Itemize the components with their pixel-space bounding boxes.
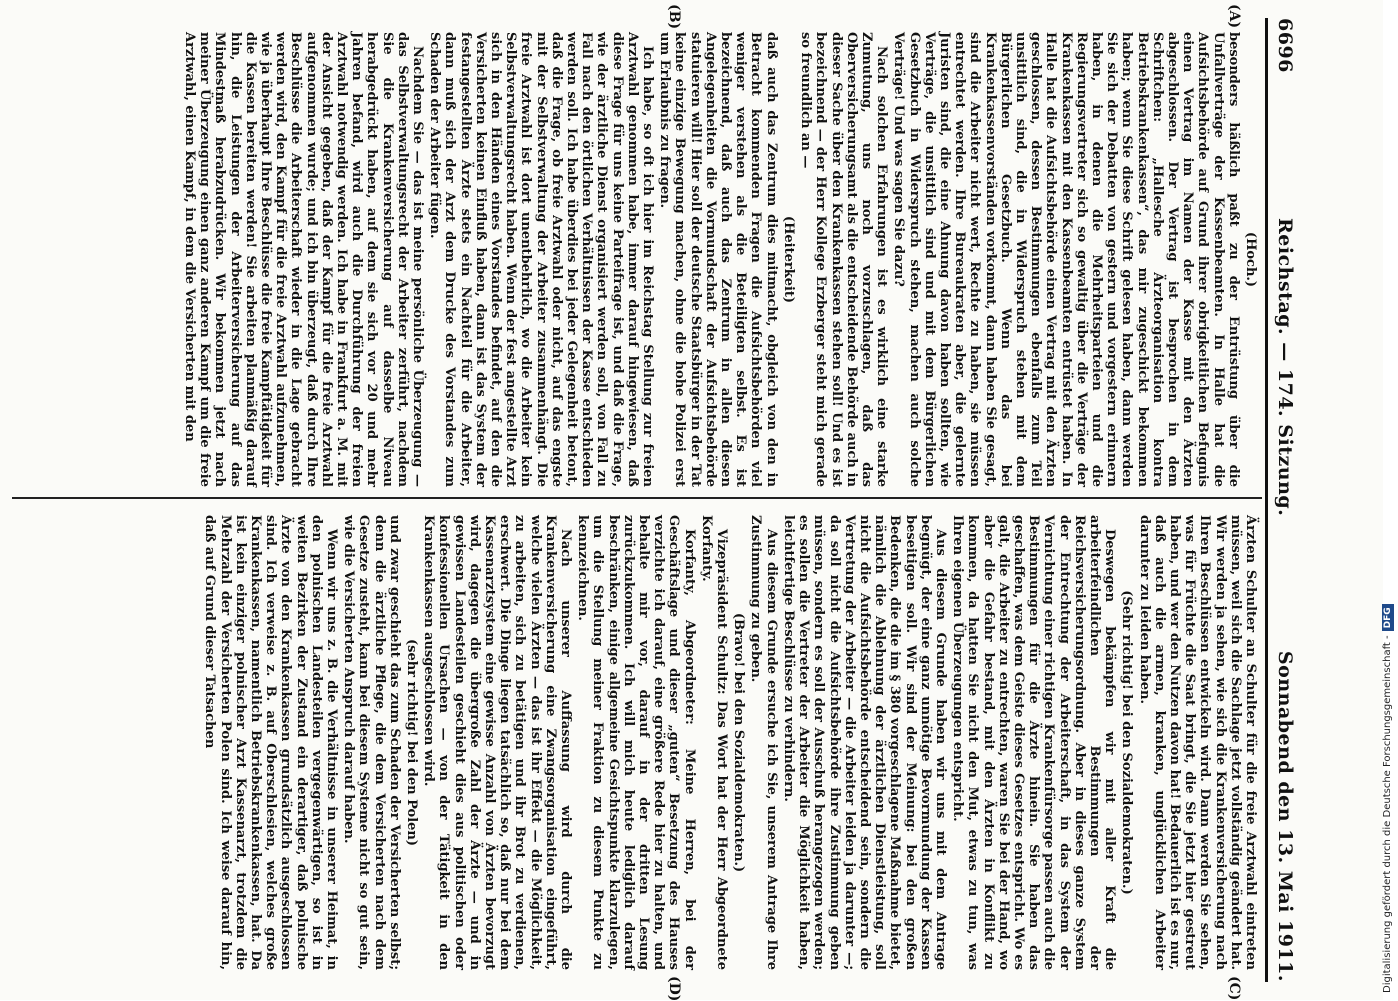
paragraph: Ärzten Schulter an Schulter für die freie Arztwahl eintreten müssen, weil sich die Sachlage jetzt vollständig geändert hat. Wir werden ja sehen, wie sich die Krankenversicherung nach Ihren Beschlüssen entwickeln wird. Dann werden Sie sehen, was für Früchte die Saat bringt, die Sie jetzt hier gestreut haben, und wer den Nutzen davon hat! Bedauerlich ist es nur, daß auch die armen, kranken, unglücklichen Arbeiter darunter zu leiden haben. — [1136, 515, 1258, 970]
margin-mark-d: (D) — [666, 976, 682, 1001]
column-divider — [12, 497, 1262, 499]
digitization-credit — [1358, 8, 1393, 993]
paragraph: Aus diesem Grunde haben wir uns mit dem Antrage begnügt, der eine ganz unnötige Bevormundung der Kassen beseitigen soll. Wir sind der Meinung: bei den großen Bedenken, die die im § 380 vorgeschlagene Maßnahme bietet, nämlich die Ablehnung der ärztlichen Dienstleistung, soll nicht die Aufsichtsbehörde entscheidend sein, sondern die Vertretung der Arbeiter — die Arbeiter leiden ja darunter —; da soll nicht die Aufsichtsbehörde ihre Zustimmung geben müssen, sondern es soll der Ausschuß herangezogen werden; es sollen die Vertreter der Arbeiter die Möglichkeit haben, leichtfertige Beschlüsse zu verhindern. — [780, 515, 948, 970]
paragraph: Korfanty, Abgeordneter: Meine Herren, bei der Geschäftslage und dieser „guten“ Besetzung des Hauses verzichte ich darauf, eine größere Rede hier zu halten, und behalte mir vor, darauf in der dritten Lesung zurückzukommen. Ich will mich heute lediglich darauf beschränken, einige allgemeine Gesichtspunkte klarzulegen, um die Stellung meiner Fraktion zu diesem Punkte zu kennzeichnen. — [575, 515, 697, 970]
paragraph: Aus diesem Grunde ersuche ich Sie, unserem Antrage Ihre Zustimmung zu geben. — [748, 515, 779, 970]
paragraph: Nachdem Sie — das ist meine persönliche Überzeugung — das Selbstverwaltungsrecht der Arbeiter zerführt, nachdem Sie die Krankenversicherung auf dasselbe Niveau herabgedrückt haben, auf dem sie sich vor 20 und mehr Jahren befand, wird auch die Durchführung der freien Arztwahl notwendig werden. Ich habe in Frankfurt a. M. mit der Ansicht gegeben, daß der Kampf für die freie Arztwahl aufgenommen wurde; und ich bin überzeugt, daß durch Ihre Beschlüsse die Arbeiterschaft wieder in die Lage gebracht werden wird, den Kampf für die freie Arztwahl aufzunehmen, wie ja überhaupt Ihre Beschlüsse die freie Kampftätigkeit für die Kassen bereiten werden! Sie arbeiten planmäßig darauf hin, die Leistungen der Arbeiterversicherung auf das Mindestmaß herabzudrücken. Wir bekommen jetzt nach meiner Überzeugung einen ganz anderen Kampf um die freie Arztwahl, einen Kampf, in dem die Versicherten mit den — [181, 32, 426, 487]
page-number: 6696 — [1274, 18, 1296, 73]
dfg-logo: DFG — [1382, 604, 1394, 631]
paragraph: Nach solchen Erfahrungen ist es wirklich eine starke Zumutung, uns noch vorzuschlagen, daß das Oberversicherungsamt als die entscheidende Behörde auch in dieser Sache über den Krankenkassen stehen soll! Und es ist bezeichnend — der Herr Kollege Erzberger steht mich gerade so freundlich an — — [798, 32, 890, 487]
interjection: (Bravo! bei den Sozialdemokraten.) — [731, 612, 747, 873]
right-text-column — [200, 515, 1258, 970]
session-date: Sonnabend den 13. Mai 1911. — [1274, 650, 1296, 982]
interjection: (Sehr richtig! bei den Sozialdemokraten.) — [1119, 590, 1135, 895]
interjection: (sehr richtig! bei den Polen) — [404, 638, 420, 847]
page-header — [1268, 18, 1298, 982]
left-text-column — [180, 32, 1258, 487]
margin-mark-a: (A) — [1226, 4, 1242, 29]
interjection: (Heiterkeit) — [780, 215, 796, 304]
paragraph: Ich habe, so oft ich hier im Reichstag Stellung zur freien Arztwahl genommen habe, immer darauf hingewiesen, daß diese Frage für uns keine Parteifrage ist, und daß die Frage, wie der ärztliche Dienst organisiert werden soll, von Fall zu Fall nach den örtlichen Verhältnissen der Kasse entschieden werden soll. Ich habe überdies bei jeder Gelegenheit betont, daß die Frage, ob freie Arztwahl oder nicht, auf das engste mit der Selbstverwaltung der Arbeiter zusammenhängt. Die freie Arztwahl ist dort unentbehrlich, wo die Arbeiter kein Selbstverwaltungsrecht haben. Wenn der fest angestellte Arzt sich in den Händen eines Vorstandes befindet, auf den die Versicherten keinen Einfluß haben, dann ist das System der festangestellten Ärzte stets ein Nachteil für die Arbeiter, dann muß sich der Arzt dem Drucke des Vorstandes zum Schaden der Arbeiter fügen. — [427, 32, 656, 487]
digitization-note: Digitalisierung gefördert durch die Deutsche Forschungsgemeinschaft - — [1382, 635, 1393, 993]
paragraph: Vizepräsident Schultz: Das Wort hat der Herr Abgeordnete Korfanty. — [698, 515, 730, 970]
header-rule — [1265, 18, 1268, 982]
paragraph: Nach unserer Auffassung wird durch die Krankenversicherung eine Zwangsorganisation eingeführt, welche vielen Ärzten — das ist ihr Effekt — die Möglichkeit, zu arbeiten, sich zu betätigen und ihr Brot zu verdienen, erschwert. Die Dinge liegen tatsächlich so, daß nur bei dem Kassenarztsystem eine gewisse Anzahl von Ärzten bevorzugt wird, dagegen die übergroße Zahl der Ärzte — und in gewissen Landesteilen geschieht dies aus politischen oder konfessionellen Ursachen — von der Tätigkeit in den Krankenkassen ausgeschlossen wird. — [421, 515, 574, 970]
digitization-credit-text — [1378, 8, 1398, 993]
paragraph: besonders häßlich paßt zu der Entrüstung über die Unfallverträge der Kassenbeamten. In Halle hat die Aufsichtsbehörde auf Grund ihrer obrigkeitlichen Befugnis einen Vertrag im Namen der Kasse mit den Ärzten abgeschlossen. Der Vertrag ist besprochen in dem Schriftchen: „Hallesche Ärzteorganisation kontra Betriebskrankenkassen“, das mir zugeschickt bekommen haben; wenn Sie diese Schrift gelesen haben, dann werden Sie sich der Debatten von gestern und vorgestern erinnern haben, in denen die Mehrheitsparteien und die Regierungsvertreter sich so gewaltig über die Verträge der Krankenkassen mit den Kassenbeamten entrüstet haben. In Halle hat die Aufsichtsbehörde einen Vertrag mit den Ärzten geschlossen, dessen Bestimmungen ebenfalls zum Teil unsittlich sind, die in Widerspruch stehen mit dem Bürgerlichen Gesetzbuch. Wenn das bei Krankenkassenvorständen vorkommt, dann haben Sie gesagt, sind die Arbeiter nicht wert, Rechte zu haben, sie müssen entrechtet werden. Ihre Bureaukraten aber, die gelernte Juristen sind, die eine Ahnung davon haben sollten, wie Verträge, die unsittlich sind und mit dem Bürgerlichen Gesetzbuch in Widerspruch stehen, machen auch solche Verträge! Und was sagen Sie dazu? — [891, 32, 1241, 487]
paragraph: und zwar geschieht das zum Schaden der Versicherten selbst; denn die ärztliche Pflege, die dem Versicherten nach dem Gesetze zusteht, kann bei diesem Systeme nicht so gut sein, wie die Versicherten Anspruch darauf haben. — [341, 515, 402, 970]
margin-mark-c: (C) — [1226, 976, 1242, 1001]
paragraph: Deswegen bekämpfen wir mit aller Kraft die arbeiterfeindlichen Bestimmungen der Reichsversicherungsordnung. Aber in dieses ganze System der Entrechtung der Arbeiterschaft, in das System der Vernichtung einer richtigen Krankenfürsorge passen auch die Bestimmungen für die Ärzte hinein. Sie haben das geschaffen, was dem Geiste dieses Gesetzes entspricht. Wo es galt, die Arbeiter zu entrechten, waren Sie bei der Hand, wo aber die Gefahr bestand, mit den Ärzten in Konflikt zu kommen, da hatten Sie nicht den Mut, etwas zu tun, was Ihren eigenen Überzeugungen entspricht. — [950, 515, 1118, 970]
margin-mark-b: (B) — [666, 4, 682, 30]
speaker-tag: (Hoch.) — [1243, 231, 1258, 288]
paragraph: Wenn wir uns z. B. die Verhältnisse in unserer Heimat, in den polnischen Landesteilen vergegenwärtigen, so ist in weiten Bezirken der Zustand ein derartiger, daß polnische Ärzte von den Krankenkassen grundsätzlich ausgeschlossen sind. Ich verweise z. B. auf Oberschlesien, welches große Krankenkassen, namentlich Betriebskrankenkassen, hat. Da ist kein einziger polnischer Arzt Kassenarzt, trotzdem die Mehrzahl der Versicherten Polen sind. Ich weise darauf hin, daß auf Grund dieser Tatsachen — [202, 515, 340, 970]
paragraph: daß auch das Zentrum dies mitmacht, obgleich von den in Betracht kommenden Fragen die Aufsichtsbehörden viel weniger verstehen als die Beteiligten selbst. Es ist bezeichnend, daß auch das Zentrum in allen diesen Angelegenheiten die Vormundschaft der Aufsichtsbehörde statuieren will! Hier soll der deutsche Staatsbürger in der Tat keine einzige Bewegung machen, ohne die hohe Polizei erst um Erlaubnis zu fragen. — [657, 32, 779, 487]
running-title: Reichstag. — 174. Sitzung. — [1274, 218, 1296, 517]
